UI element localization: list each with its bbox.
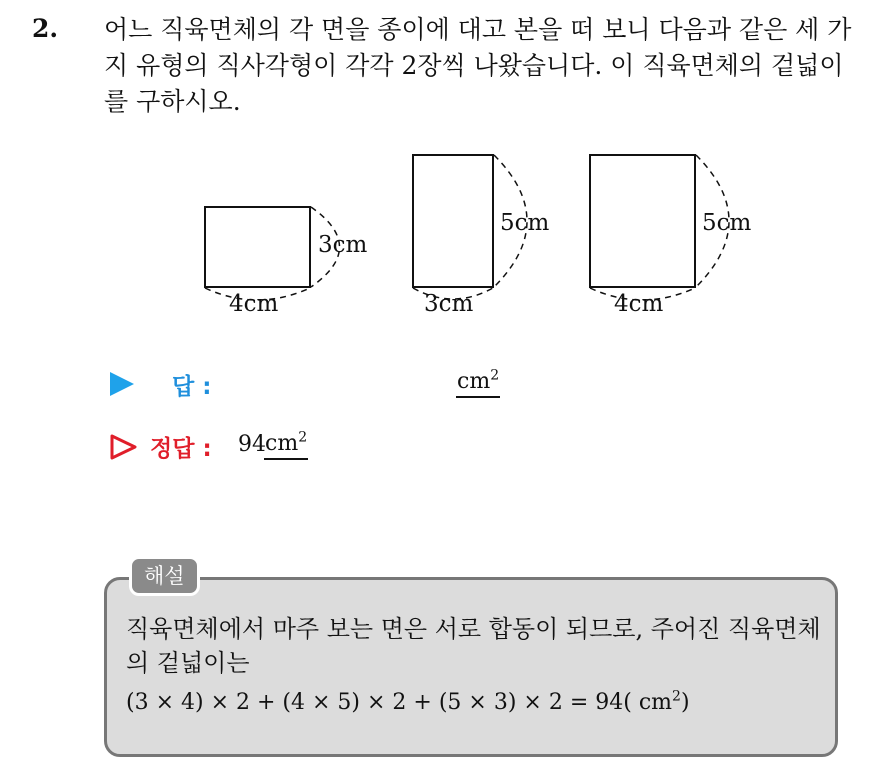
correct-answer-unit-wrap <box>264 430 308 460</box>
answer-unit-power: 2 <box>490 367 500 384</box>
answer-label: 답 : <box>172 374 212 400</box>
figure-2-height-label: 5cm <box>500 210 550 236</box>
explanation-formula-power: 2 <box>672 688 681 705</box>
figure-1 <box>205 207 368 317</box>
explanation-tab: 해설 <box>129 556 200 596</box>
figure-1-rect <box>205 207 310 287</box>
answer-unit: cm <box>457 369 491 394</box>
figure-2-rect <box>413 155 493 287</box>
correct-answer-unit: cm <box>265 431 299 456</box>
explanation-formula: (3 × 4) × 2 + (4 × 5) × 2 + (5 × 3) × 2 = 94( cm <box>126 690 673 715</box>
figure-3 <box>590 155 752 317</box>
correct-answer-row <box>110 430 510 466</box>
play-arrow-icon <box>110 372 134 396</box>
figure-2-width-label: 3cm <box>424 291 474 317</box>
explanation-formula-line <box>126 690 690 715</box>
problem-number: 2. <box>32 14 59 43</box>
rectangle-figures <box>0 140 884 330</box>
answer-row <box>110 368 510 404</box>
figure-1-height-label: 3cm <box>318 232 368 258</box>
question-text: 어느 직육면체의 각 면을 종이에 대고 본을 떠 보니 다음과 같은 세 가지 유형의 직사각형이 각각 2장씩 나왔습니다. 이 직육면체의 겉넓이를 구하시오. <box>104 15 852 116</box>
figure-1-width-label: 4cm <box>229 291 279 317</box>
correct-answer-value: 94 <box>238 432 266 457</box>
figure-2 <box>413 155 550 317</box>
explanation-formula-close: ) <box>680 690 690 715</box>
figure-3-rect <box>590 155 695 287</box>
answer-blank[interactable] <box>456 368 500 398</box>
figure-3-height-label: 5cm <box>702 210 752 236</box>
explanation-text: 직육면체에서 마주 보는 면은 서로 합동이 되므로, 주어진 직육면체의 겉넓이는 <box>126 615 821 677</box>
correct-answer-unit-power: 2 <box>298 429 308 446</box>
correct-answer-label: 정답 : <box>150 436 212 462</box>
outline-arrow-icon <box>110 434 138 460</box>
figure-3-width-label: 4cm <box>614 291 664 317</box>
